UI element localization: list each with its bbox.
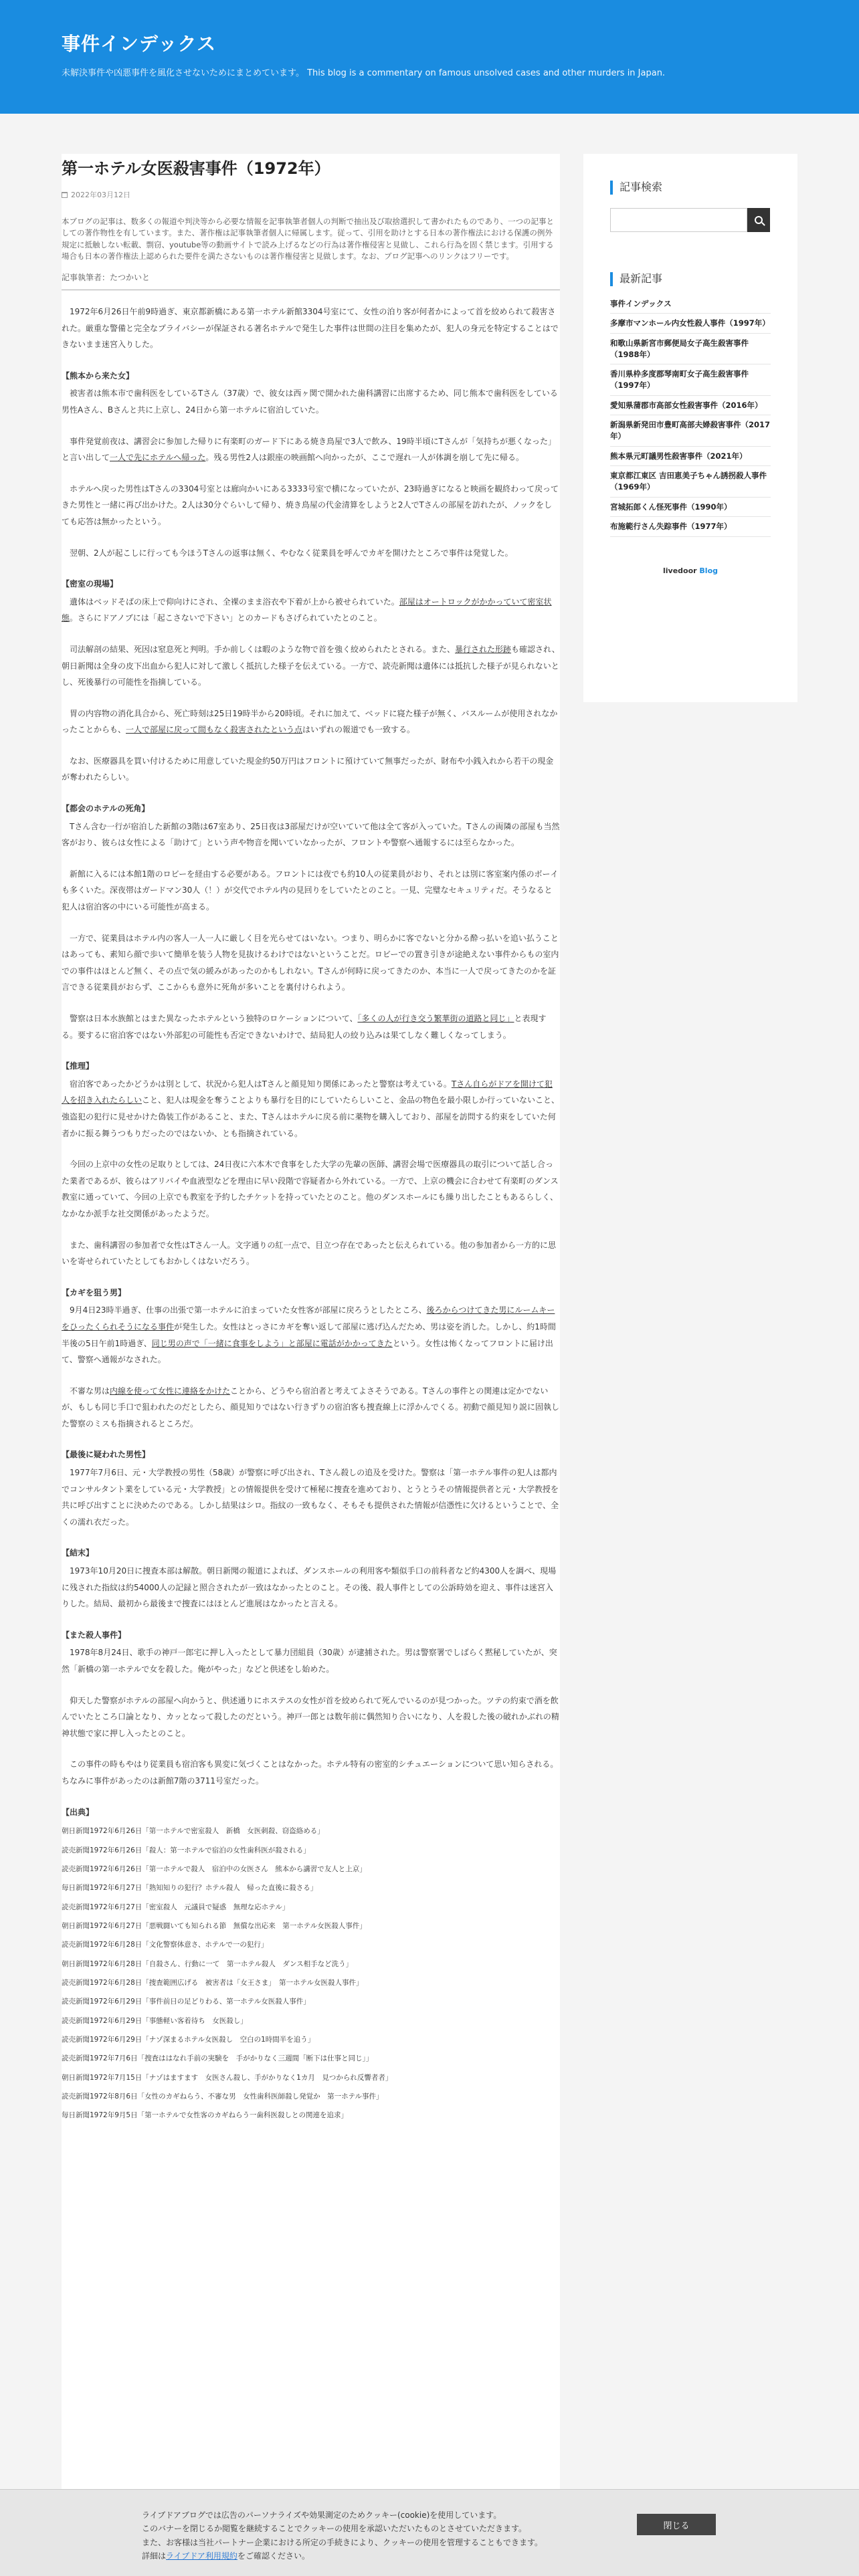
search-heading: 記事検索 [610, 181, 771, 195]
paragraph: なお、医療器具を買い付けるために用意していた現金約50万円はフロントに預けていて無事だったが、財布や小銭入れから若干の現金が奪われたらしい。 [62, 756, 554, 782]
reference-item: 朝日新聞1972年6月28日「自殺さん、行動に一て 第一ホテル殺人 ダンス相手など洗う」 [62, 1959, 353, 1968]
calendar-icon [62, 192, 68, 198]
section-heading: 【密室の現場】 [62, 579, 118, 589]
paragraph: 胃の内容物の消化具合から、死亡時刻は25日19時半から20時頃。それに加えて、ベッドに寝た様子が無く、バスルームが使用されなかったことからも、一人で部屋に戻って間もなく殺害されたという点はいずれの報道でも一致する。 [62, 708, 558, 735]
reference-item: 朝日新聞1972年7月15日「ナゾはますます 女医さん殺し、手がかりなく1カ月 見つかられ反響者者」 [62, 2073, 393, 2082]
paragraph: 遺体はベッドそばの床上で仰向けにされ、全裸のまま浴衣や下着が上から被せられていた。部屋はオートロックがかかっていて密室状態。さらにドアノブには「起こさないで下さい」とのカードもさげられていたとのこと。 [62, 597, 552, 623]
article-author: 記事執筆者：たつかいと [62, 272, 560, 290]
copyright-notice: 本ブログの記事は、数多くの報道や判決等から必要な情報を記事執筆者個人の判断で抽出及び取捨選択して書かれたものであり、一つの記事としての著作物性を有しています。また、著作権は記事執筆者個人に帰属します。従って、引用を助けとする日本の著作権法における保護の例外規定に抵触しない転載、剽窃、youtube等の動画サイトで読み上げるなどの行為は著作権侵害と見做し、これら行為を固く禁じます。引用する場合も日本の著作権法上認められた要件を満たさないものは著作権侵害と見做します。なお、ブログ記事へのリンクはフリーです。 [62, 217, 554, 261]
cookie-close-button[interactable]: 閉じる [637, 2514, 716, 2535]
article-title: 第一ホテル女医殺害事件（1972年） [62, 159, 330, 178]
article-date [62, 189, 560, 200]
paragraph: 司法解剖の結果、死因は窒息死と判明。手か前しくは暇のような物で首を強く絞められたとされる。また、暴行された形跡も確認され、朝日新聞は全身の皮下出血から犯人に対して激しく抵抗した様子を伝えている。一方で、読売新聞は遺体には抵抗した様子が見られないとし、死後暴行の可能性を指摘している。 [62, 644, 560, 687]
section-heading: 【また殺人事件】 [62, 1630, 126, 1640]
reference-item: 毎日新聞1972年9月5日「第一ホテルで女性客のカギねらう一歯科医殺しとの関連を追求」 [62, 2111, 349, 2120]
paragraph: 新館に入るには本館1階のロビーを経由する必要がある。フロントには夜でも約10人の従業員がおり、それとは別に客室案内係のボーイも多くいた。深夜帯はガードマン30人（！）が交代でホテル内の見回りをしていたとのこと。一見、完璧なセキュリティだ。そうなると犯人は宿泊客の中にいる可能性が高まる。 [62, 869, 559, 912]
paragraph: 被害者は熊本市で歯科医をしているTさん（37歳）で、彼女は西ヶ関で開かれた歯科講習に出席するため、同じ熊本で歯科医をしている男性Aさん、Bさんと共に上京し、24日から第一ホテルに宿泊していた。 [62, 389, 558, 415]
cookie-message: ライブドアブログでは広告のパーソナライズや効果測定のためクッキー(cookie)を使用しています。 このバナーを閉じるか閲覧を継続することでクッキーの使用を承認いただいたものとさせていただきます。 また、お客様は当社パートナー企業における所定の手続きにより、クッキーの使用を管理することもできます。 詳細はライブドア利用規約をご確認ください。 [142, 2510, 543, 2561]
blog-header [0, 0, 859, 114]
article-date-text: 2022年03月12日 [71, 191, 130, 199]
reference-item: 読売新聞1972年6月29日「事件前日の足どりわる、第一ホテル女医殺人事件」 [62, 1998, 310, 2006]
paragraph: 宿泊客であったかどうかは別として、状況から犯人はTさんと顔見知り関係にあったと警察は考えている。Tさん自らがドアを開けて犯人を招き入れたらしいこと、犯人は現金を奪うことよりも暴行を目的にしていたらしいこと、金品の物色を最小限しか行っていないこと、強盗犯の犯行に見せかけた偽装工作があること、また、Tさんはホテルに戻る前に薬物を購入しており、部屋を訪問する約束をしていた何者かに振る舞うつもりだったのではないか、とも指摘されている。 [62, 1079, 560, 1138]
reference-item: 読売新聞1972年6月29日「事態軽い客着待ち 女医殺し」 [62, 2016, 248, 2025]
paragraph: 事件発覚前夜は、講習会に参加した帰りに有楽町のガード下にある焼き鳥屋で3人で飲み、19時半頃にTさんが「気持ちが悪くなった」と言い出して一人で先にホテルへ帰った。残る男性2人は銀座の映画館へ向かったが、ここで遅れ一人が体調を崩して先に帰る。 [62, 436, 556, 463]
paragraph: ホテルへ戻った男性はTさんの3304号室とは廊向かいにある3333号室で横になっていたが、23時過ぎになると映画を観終わって戻ってきた男性と一緒に再び出かけた。2人は30分ぐらいして帰り、焼き鳥屋の代金清算をしようと2人でTさんの部屋を訪れたが、ノックをしても応答は無かったという。 [62, 484, 559, 526]
blog-title[interactable]: 事件インデックス [62, 33, 217, 55]
article-main [62, 154, 560, 2521]
paragraph: Tさん含む一行が宿泊した新館の3階は67室あり、25日夜は3部屋だけが空いていて他は全て客が入っていた。Tさんの両隣の部屋も当然客がおり、彼らは女性による「助けて」という声や物音を聞いていなかったが、フロントや警察へ通報するには至らなかった。 [62, 821, 560, 848]
paragraph: 9月4日23時半過ぎ、仕事の出張で第一ホテルに泊まっていた女性客が部屋に戻ろうとしたところ、後ろからつけてきた男にルームキーをひったくられそうになる事件が発生した。女性はとっさにカギを奪い返して部屋に逃げ込んだため、男は姿を消した。しかし、約1時間半後の5日午前1時過ぎ、同じ男の声で「一緒に食事をしよう」と部屋に電話がかかってきたという。女性は怖くなってフロントに届け出て、警察へ通報がなされた。 [62, 1305, 556, 1365]
reference-item: 読売新聞1972年6月29日「ナゾ深まるホテル女医殺し 空白の1時間半を追う」 [62, 2035, 315, 2044]
paragraph: この事件の時もやはり従業員も宿泊客も異変に気づくことはなかった。ホテル特有の密室的シチュエーションについて思い知らされる。ちなみに事件があったのは新館7階の3711号室だった。 [62, 1759, 559, 1786]
paragraph: 1972年6月26日午前9時過ぎ、東京都新橋にある第一ホテル新館3304号室にて、女性の泊り客が何者かによって首を絞められて殺害された。厳重な警備と完全なプライバシーが保証される著名ホテルで発生した事件は世間の注目を集めたが、犯人の身元を特定することはできないまま迷宮入りした。 [62, 307, 559, 350]
reference-item: 読売新聞1972年7月6日「捜査ははなれ手前の実験を 手がかりなく三週間「断下は仕事と同じ」」 [62, 2054, 373, 2063]
section-heading: 【都会のホテルの死角】 [62, 804, 150, 814]
paragraph: 今回の上京中の女性の足取りとしては、24日夜に六本木で食事をした大学の先輩の医師、講習会場で医療器具の取引について話し合った業者であるが、彼らはアリバイや血液型などを理由に早い段階で容疑者から外れている。一方で、上京の機会に合わせて有楽町のダンス教室に通っていて、今回の上京でも教室を予約したチケットを持っていたとのこと。他のダンスホールにも繰り出したこともあるらしく、なかなか派手な社交関係があったようだ。 [62, 1160, 559, 1218]
reference-item: 読売新聞1972年6月28日「捜査範囲広げる 被害者は「女王さま」 第一ホテル女医殺人事件」 [62, 1978, 363, 1987]
paragraph: 警察は日本水族館とはまた異なったホテルという独特のロケーションについて、「多くの人が行き交う繁華街の道路と同じ」と表現する。要するに宿泊客ではない外部犯の可能性も否定できないわけで、結局犯人の絞り込みは果てしなく難しくなってしまう。 [62, 1014, 547, 1040]
blog-description: 未解決事件や凶悪事件を風化させないためにまとめています。 This blog is a commentary on famous unsolved cases and other murders in Japan. [62, 68, 666, 78]
logo-suffix: Blog [699, 566, 719, 575]
paragraph: 仰天した警察がホテルの部屋へ向かうと、供述通りにホステスの女性が首を絞められて死んでいるのが見つかった。ツテの約束で酒を飲んでいたところ口論となり、カッとなって殺したのだという。神戸一郎とは数年前に偶然知り合いになり、人を殺した後の破れかぶれの精神状態で家に押し入ったとのこと。 [62, 1695, 559, 1738]
recent-article-link[interactable]: 愛知県蒲郡市高部女性殺害事件（2016年） [610, 396, 771, 416]
recent-article-link[interactable]: 東京都江東区 吉田恵美子ちゃん誘拐殺人事件（1969年） [610, 466, 771, 497]
recent-article-link[interactable]: 事件インデックス [610, 298, 771, 314]
paragraph: 1973年10月20日に捜査本部は解散。朝日新聞の報道によれば、ダンスホールの利用客や類似手口の前科者など約4300人を調べ、現場に残された指紋は約54000人の記録と照合されたが一致はなかったとのこと。その後、殺人事件としての公訴時効を迎え、事件は迷宮入りした。結局、最初から最後まで捜査にはほとんど進展はなかったと言える。 [62, 1566, 557, 1609]
section-heading: 【出典】 [62, 1807, 94, 1817]
paragraph: 不審な男は内線を使って女性に連絡をかけたことから、どうやら宿泊者と考えてよさそうである。Tさんの事件との関連は定かでないが、もしも同じ手口で狙われたのだとしたら、顔見知りではない行きずりの宿泊客も捜査線上に浮かんでくる。初動で顔見知り説に固執した警察のミスも指摘されるところだ。 [62, 1386, 560, 1428]
section-heading: 【推理】 [62, 1061, 94, 1071]
search-button[interactable] [747, 208, 770, 232]
recent-article-link[interactable]: 多摩市マンホール内女性殺人事件（1997年） [610, 314, 771, 334]
reference-item: 読売新聞1972年8月6日「女性のカギねらう、不審な男 女性歯科医師殺し発覚か 第一ホテル事件」 [62, 2092, 383, 2101]
recent-article-link[interactable]: 香川県枠多度郡琴南町女子高生殺害事件（1997年） [610, 364, 771, 395]
paragraph: 1977年7月6日、元・大学教授の男性（58歳）が警察に呼び出され、Tさん殺しの追及を受けた。警察は「第一ホテル事件の犯人は都内でコンサルタント業をしている元・大学教授」との情報提供を受けて極秘に捜査を進めており、とうとうその情報提供者と元・大学教授を共に呼び出すことに決めたのである。しかし結果はシロ。指紋の一致もなく、そもそも提供された情報が信憑性に欠けるということで、全くの濡れ衣だった。 [62, 1468, 559, 1527]
section-heading: 【最後に疑われた男性】 [62, 1450, 151, 1460]
reference-item: 毎日新聞1972年6月27日「熟知知りの犯行？ホテル殺人 帰った直後に殺さる」 [62, 1884, 318, 1893]
search-input[interactable] [610, 208, 747, 232]
logo-prefix: livedoor [662, 566, 697, 575]
reference-list [62, 1822, 560, 2125]
section-heading: 【熊本から来た女】 [62, 370, 134, 381]
reference-item: 朝日新聞1972年6月26日「第一ホテルで密室殺人 新橋 女医刺殺、窃盗絡める」 [62, 1827, 324, 1836]
search-icon [755, 216, 763, 224]
terms-link[interactable]: ライブドア利用規約 [166, 2551, 237, 2561]
recent-article-link[interactable]: 布施範行さん失踪事件（1977年） [610, 517, 771, 537]
livedoor-blog-logo[interactable] [610, 566, 771, 575]
reference-item: 読売新聞1972年6月28日「文化警察体意さ、ホテルで一の犯行」 [62, 1941, 268, 1949]
article-body [62, 304, 560, 2125]
reference-item: 読売新聞1972年6月26日「殺人：第一ホテルで宿泊の女性歯科医が殺される」 [62, 1846, 310, 1854]
recent-article-link[interactable]: 宮城拓郎くん怪死事件（1990年） [610, 498, 771, 518]
reference-item: 読売新聞1972年6月27日「密室殺人 元議員で疑惑 無理な応ホテル」 [62, 1903, 290, 1911]
recent-articles-list [610, 298, 771, 537]
paragraph: 1978年8月24日、歌手の神戸一郎宅に押し入ったとして暴力団組員（30歳）が逮捕された。男は警察署でしばらく黙秘していたが、突然「新橋の第一ホテルで女を殺した。俺がやった」などと供述をし始めた。 [62, 1648, 557, 1674]
cookie-banner [0, 2489, 859, 2576]
sidebar [583, 154, 797, 702]
recent-article-link[interactable]: 和歌山県新宮市郵便局女子高生殺害事件（1988年） [610, 334, 771, 364]
search-form [610, 208, 771, 232]
paragraph: 一方で、従業員はホテル内の客人一人一人に厳しく目を光らせてはいない。つまり、明らかに客でないと分かる酔っ払いを追い払うことはあっても、素知ら顔で歩いて簡単を装う人物を見抜けるわけではないということだ。ロビーでの置き引きが途絶えない事件からもの室内での事件はほとんど無く、その点で気の緩みがあったのかもしれない。Tさんが何時に戻ってきたのか、本当に一人で戻ってきたのかを証言できる従業員がおらず、ここからも意外に死角が多いことを裏付けられよう。 [62, 933, 559, 992]
recent-article-link[interactable]: 熊本県元町議男性殺害事件（2021年） [610, 447, 771, 467]
paragraph: また、歯科講習の参加者で女性はTさん一人。文字通りの紅一点で、目立つ存在であったと伝えられている。他の参加者から一方的に思いを寄せられていたとしてもおかしくはないだろう。 [62, 1240, 556, 1267]
paragraph: 翌朝、2人が起こしに行っても今ほうTさんの返事は無く、やむなく従業員を呼んでカギを開けたところで事件は発覚した。 [70, 548, 513, 558]
section-heading: 【カギを狙う男】 [62, 1287, 126, 1297]
reference-item: 朝日新聞1972年6月27日「悪戦闘いても知られる節 無償な出応来 第一ホテル女医殺人事件」 [62, 1921, 367, 1930]
recent-article-link[interactable]: 新潟県新発田市豊町高部夫婦殺害事件（2017年） [610, 415, 771, 446]
recent-heading: 最新記事 [610, 272, 771, 286]
reference-item: 読売新聞1972年6月26日「第一ホテルで殺人 宿泊中の女医さん 熊本から講習で友人と上京」 [62, 1864, 367, 1873]
section-heading: 【結末】 [62, 1548, 94, 1558]
